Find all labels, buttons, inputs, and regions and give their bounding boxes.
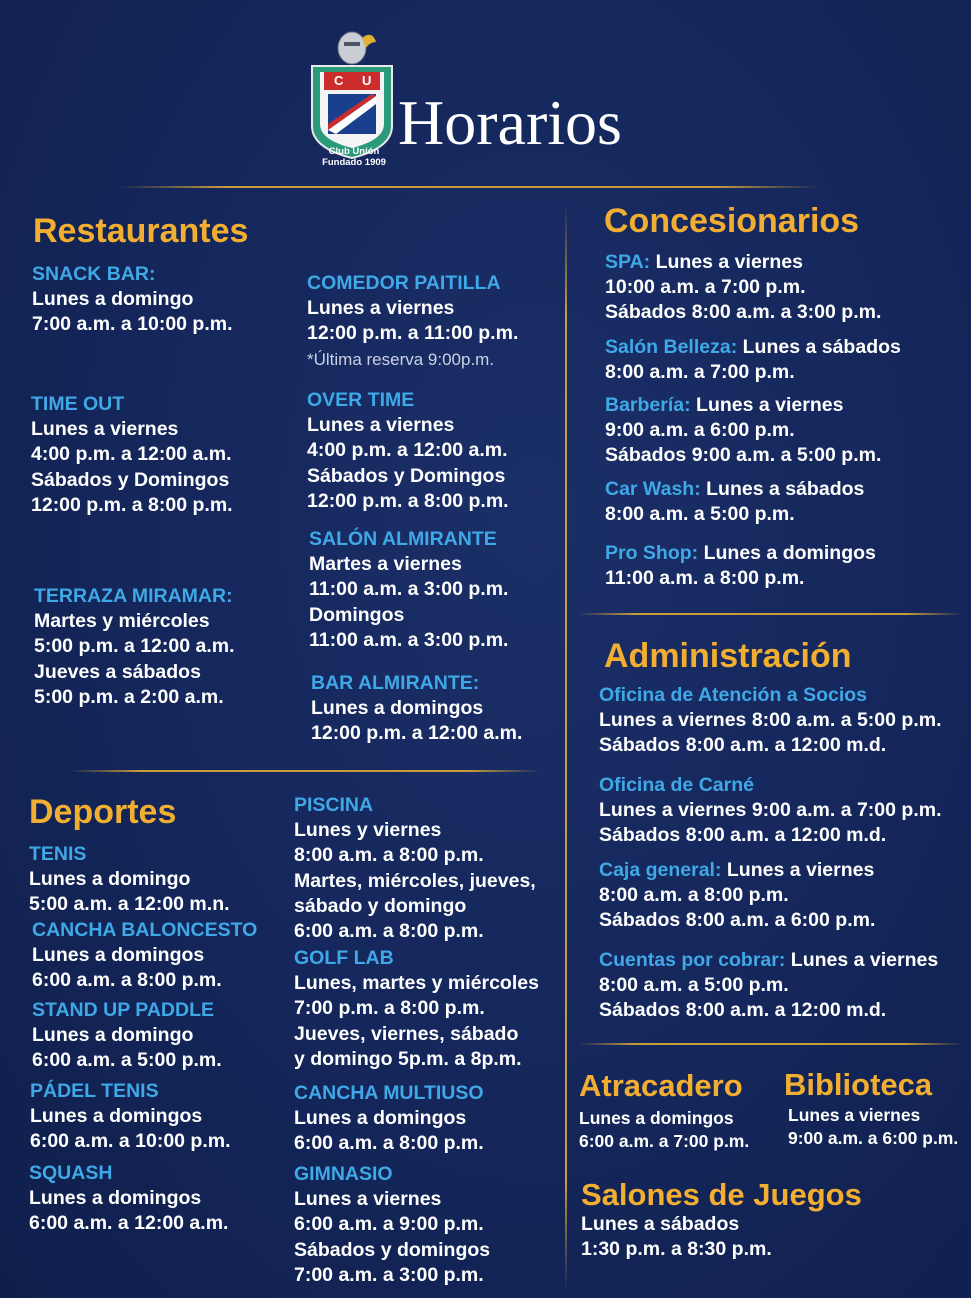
page-title: Horarios (398, 87, 622, 158)
venue-comedor-paitilla: COMEDOR PAITILLA Lunes a viernes 12:00 p.m. a 11:00 p.m. *Última reserva 9:00p.m. (307, 271, 518, 372)
club-logo (306, 20, 398, 170)
venue-barberia: Barbería: Lunes a viernes 9:00 a.m. a 6:00 p.m. Sábados 9:00 a.m. a 5:00 p.m. (605, 394, 882, 467)
venue-salon-almirante: SALÓN ALMIRANTE Martes a viernes 11:00 a.m. a 3:00 p.m. Domingos 11:00 a.m. a 3:00 p.m. (309, 528, 509, 651)
concesionarios-divider (578, 613, 963, 615)
atracadero-hours: Lunes a domingos 6:00 a.m. a 7:00 p.m. (579, 1108, 750, 1151)
logo-letter-c: C (334, 73, 344, 88)
sport-tenis: TENIS Lunes a domingo 5:00 a.m. a 12:00 m.n. (29, 843, 230, 916)
salones-hours: Lunes a sábados 1:30 p.m. a 8:30 p.m. (581, 1213, 772, 1261)
venue-car-wash: Car Wash: Lunes a sábados 8:00 a.m. a 5:00 p.m. (605, 478, 865, 526)
sport-cancha-baloncesto: CANCHA BALONCESTO Lunes a domingos 6:00 a.m. a 8:00 p.m. (32, 919, 258, 992)
section-title-salones-de-juegos: Salones de Juegos (581, 1177, 862, 1212)
section-title-restaurantes: Restaurantes (33, 212, 249, 250)
section-title-deportes: Deportes (29, 793, 177, 831)
logo-caption-2: Fundado 1909 (322, 157, 386, 168)
sport-stand-up-paddle: STAND UP PADDLE Lunes a domingo 6:00 a.m. a 5:00 p.m. (32, 999, 222, 1072)
venue-over-time: OVER TIME Lunes a viernes 4:00 p.m. a 12:00 a.m. Sábados y Domingos 12:00 p.m. a 8:00 p.m. (307, 389, 509, 512)
office-caja-general: Caja general: Lunes a viernes 8:00 a.m. a 8:00 p.m. Sábados 8:00 a.m. a 6:00 p.m. (599, 859, 876, 932)
section-title-biblioteca: Biblioteca (784, 1067, 933, 1102)
sport-cancha-multiuso: CANCHA MULTIUSO Lunes a domingos 6:00 a.m. a 8:00 p.m. (294, 1082, 484, 1155)
biblioteca-hours: Lunes a viernes 9:00 a.m. a 6:00 p.m. (788, 1105, 959, 1148)
office-socios: Oficina de Atención a Socios Lunes a viernes 8:00 a.m. a 5:00 p.m. Sábados 8:00 a.m. a 12:00 m.d. (599, 684, 942, 757)
top-divider (120, 186, 820, 188)
sport-piscina: PISCINA Lunes y viernes 8:00 a.m. a 8:00 p.m. Martes, miércoles, jueves, sábado y domingo 6:00 a.m. a 8:00 p.m. (294, 794, 536, 943)
venue-salon-belleza: Salón Belleza: Lunes a sábados 8:00 a.m. a 7:00 p.m. (605, 336, 901, 384)
center-divider (565, 205, 567, 1290)
administracion-divider (578, 1043, 963, 1045)
office-carne: Oficina de Carné Lunes a viernes 9:00 a.m. a 7:00 p.m. Sábados 8:00 a.m. a 12:00 m.d. (599, 774, 942, 847)
reservation-note: *Última reserva 9:00p.m. (307, 349, 495, 369)
venue-bar-almirante: BAR ALMIRANTE: Lunes a domingos 12:00 p.m. a 12:00 a.m. (311, 672, 523, 745)
sport-squash: SQUASH Lunes a domingos 6:00 a.m. a 12:00 a.m. (29, 1162, 229, 1235)
venue-pro-shop: Pro Shop: Lunes a domingos 11:00 a.m. a 8:00 p.m. (605, 542, 876, 590)
venue-terraza-miramar: TERRAZA MIRAMAR: Martes y miércoles 5:00 p.m. a 12:00 a.m. Jueves a sábados 5:00 p.m. a 2:00 a.m. (34, 585, 235, 708)
section-title-administracion: Administración (604, 637, 852, 675)
section-title-atracadero: Atracadero (579, 1068, 743, 1103)
restaurant-divider (70, 770, 540, 772)
logo-caption-1: Club Unión (328, 146, 380, 157)
sport-padel-tenis: PÁDEL TENIS Lunes a domingos 6:00 a.m. a 10:00 p.m. (30, 1080, 231, 1153)
venue-spa: SPA: Lunes a viernes 10:00 a.m. a 7:00 p.m. Sábados 8:00 a.m. a 3:00 p.m. (605, 251, 882, 324)
sport-golf-lab: GOLF LAB Lunes, martes y miércoles 7:00 p.m. a 8:00 p.m. Jueves, viernes, sábado y domingo 5p.m. a 8p.m. (294, 947, 539, 1070)
section-title-concesionarios: Concesionarios (604, 202, 860, 240)
sport-gimnasio: GIMNASIO Lunes a viernes 6:00 a.m. a 9:00 p.m. Sábados y domingos 7:00 a.m. a 3:00 p.m. (294, 1163, 491, 1286)
logo-letter-u: U (362, 73, 372, 88)
office-cuentas-por-cobrar: Cuentas por cobrar: Lunes a viernes 8:00 a.m. a 5:00 p.m. Sábados 8:00 a.m. a 12:00 m.d. (599, 949, 939, 1022)
venue-snack-bar: SNACK BAR: Lunes a domingo 7:00 a.m. a 10:00 p.m. (32, 263, 233, 336)
venue-time-out: TIME OUT Lunes a viernes 4:00 p.m. a 12:00 a.m. Sábados y Domingos 12:00 p.m. a 8:00 p.m. (31, 393, 233, 516)
